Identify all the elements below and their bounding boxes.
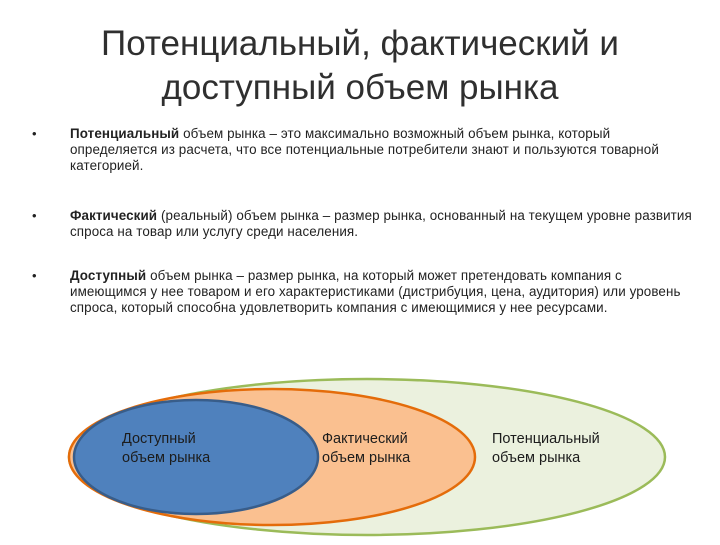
potential-market-label: Потенциальный объем рынка xyxy=(492,431,600,466)
bullet-term: Фактический xyxy=(70,208,158,223)
bullet-marker: • xyxy=(32,268,37,283)
bullet-text xyxy=(70,126,692,174)
bullet-marker: • xyxy=(32,126,37,141)
bullet-text xyxy=(70,268,692,316)
title-line-1: Потенциальный, фактический и xyxy=(101,24,619,63)
market-volume-diagram xyxy=(0,370,720,540)
actual-market-label: Фактический объем рынка xyxy=(322,431,411,466)
bullet-definition: объем рынка – размер рынка, на который может претендовать компания с имеющимся у нее товаром и его характеристиками (дистрибуция, цена, аудитория) или уровень спроса, который способна удовлетворить компания с имеющимися у нее ресурсами. xyxy=(70,268,681,315)
available-market-label: Доступный объем рынка xyxy=(122,431,211,466)
bullet-definition: (реальный) объем рынка – размер рынка, основанный на текущем уровне развития спроса на товар или услугу среди населения. xyxy=(70,208,692,239)
bullet-term: Доступный xyxy=(70,268,147,283)
bullet-definition: объем рынка – это максимально возможный объем рынка, который определяется из расчета, что все потенциальные потребители знают и пользуются товарной категорией. xyxy=(70,126,659,173)
bullet-term: Потенциальный xyxy=(70,126,180,141)
bullet-text xyxy=(70,208,692,240)
page-title xyxy=(40,22,680,110)
bullet-marker: • xyxy=(32,208,37,223)
title-line-2: доступный объем рынка xyxy=(161,68,559,107)
